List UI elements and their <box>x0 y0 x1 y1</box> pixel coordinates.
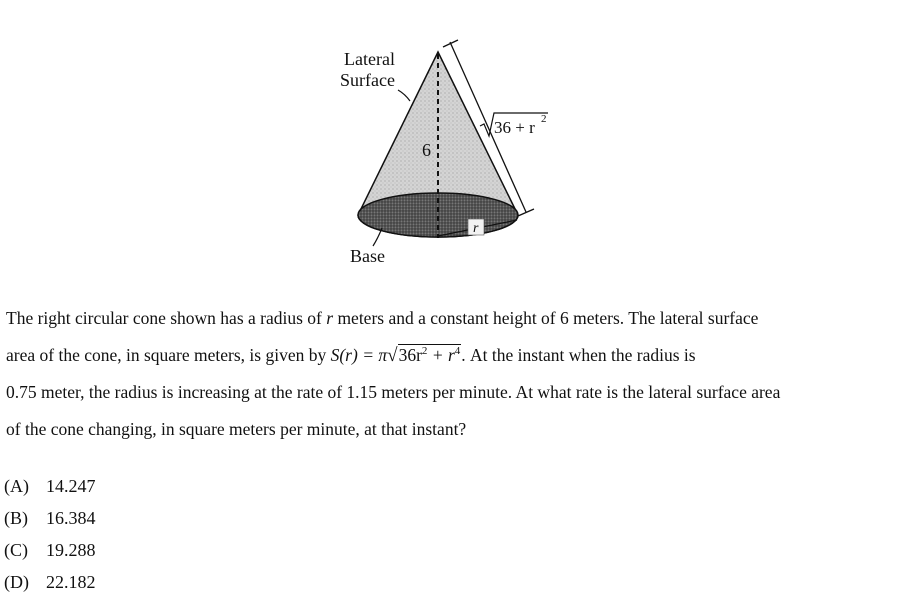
answer-choices <box>4 470 96 598</box>
height-label: 6 <box>422 140 431 160</box>
base-pointer <box>373 228 382 246</box>
formula-radicand: $36r^2 + r^4$ <box>398 345 461 365</box>
choice-value: 16.384 <box>46 508 96 528</box>
slant-tick-bottom <box>518 209 534 216</box>
slant-tick-top <box>443 40 458 47</box>
question-line-3: 0.75 meter, the radius is increasing at the rate of 1.15 meters per minute. At what rate is the lateral surface area <box>6 382 781 402</box>
choice-value: 22.182 <box>46 572 96 592</box>
question-text <box>6 300 918 448</box>
choice-value: 19.288 <box>46 540 96 560</box>
question-line-4: of the cone changing, in square meters per minute, at that instant? <box>6 419 467 439</box>
choice-letter: (D) <box>4 572 29 592</box>
lateral-label-line1: Lateral <box>344 49 395 69</box>
question-line-2: area of the cone, in square meters, is given by $S(r) = \pi√36r^2 + r^4$. At the instant when the radius is <box>6 345 696 366</box>
sqrt-icon: √ <box>387 345 398 366</box>
choice-b[interactable] <box>4 502 96 534</box>
lateral-pointer <box>398 90 410 101</box>
surface-area-formula: S(r) = π <box>330 345 388 365</box>
choice-letter: (B) <box>4 508 28 528</box>
choice-letter: (A) <box>4 476 29 496</box>
question-line-1: The right circular cone shown has a radius of r meters and a constant height of 6 meters. The lateral surface <box>6 308 759 328</box>
choice-a[interactable] <box>4 470 96 502</box>
choice-c[interactable] <box>4 534 96 566</box>
choice-d[interactable] <box>4 566 96 598</box>
radius-label: r <box>473 221 479 236</box>
slant-radicand: 36 + r <box>494 118 535 137</box>
choice-value: 14.247 <box>46 476 96 496</box>
slant-exponent: 2 <box>541 113 547 125</box>
cone-figure <box>0 0 920 290</box>
base-label: Base <box>350 246 385 266</box>
lateral-label-line2: Surface <box>340 70 395 90</box>
choice-letter: (C) <box>4 540 28 560</box>
